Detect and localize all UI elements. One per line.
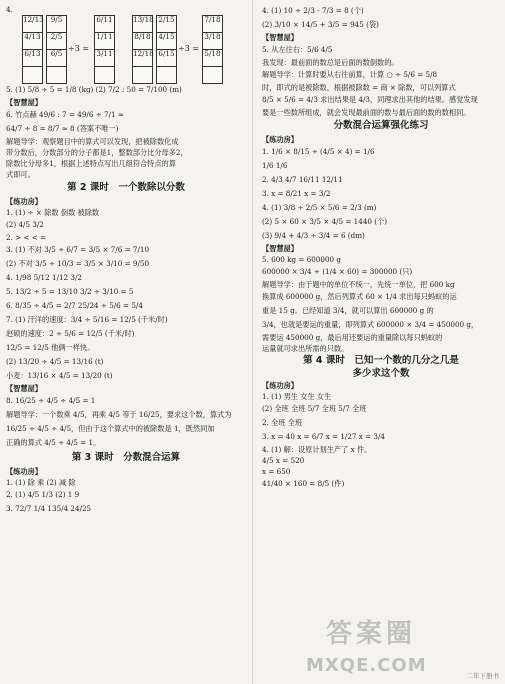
box-cell: 2/15 [157, 16, 176, 33]
divide-operator: ÷3 = [178, 44, 200, 53]
answer-line: 4. (1) 3/8 ÷ 2/5 × 5/6 = 2/3 (m) [262, 203, 377, 212]
explanation-line: 时，即式的是被除数，根据被除数 = 商 × 除数，可以列算式 [262, 83, 456, 92]
smart-room-label: 【智慧屋】 [262, 33, 298, 42]
answer-line: 600000 × 3/4 ÷ (1/4 × 60) = 300000 (只) [262, 267, 413, 276]
answer-line: 1. (1) 除 乘 (2) 减 除 [6, 478, 76, 487]
answer-line: 5. 从左往右：5/6 4/5 [262, 45, 333, 54]
lesson-4-title-line-2: 多少求这个数 [352, 368, 410, 379]
explanation-line: 解题导学：计算时要从右往前算，计算 ○ ÷ 5/6 = 5/8 [262, 70, 438, 79]
answer-line: 4. 1/98 5/12 1/12 3/2 [6, 273, 82, 282]
box-cell: 6/11 [95, 16, 114, 33]
explanation-line: 解题导学：一个数乘 4/5，再乘 4/5 等于 16/25，要求这个数，算式为 [6, 410, 232, 419]
column-divider [252, 0, 253, 684]
explanation-line: 正确的算式 4/5 ÷ 4/5 = 1。 [6, 438, 101, 447]
answer-line: 7. (1) 汗洋的速度：3/4 ÷ 5/16 = 12/5 (千米/时) [6, 315, 168, 324]
answer-line: 1. 1/6 × 8/15 ÷ (4/5 × 4) = 1/6 [262, 147, 375, 156]
box-cell: 2/5 [47, 33, 66, 50]
answer-line: 3. 72/7 1/4 135/4 24/25 [6, 504, 92, 513]
answer-line: 赵硕的速度：2 ÷ 5/6 = 12/5 (千米/时) [6, 329, 135, 338]
answer-line: 4. (1) 解：设原计划生产了 x 件。 [262, 445, 372, 454]
answer-line: (2) 5 × 60 × 3/5 × 4/5 = 1440 (个) [262, 217, 388, 226]
answer-line: 3. (1) 不对 3/5 ÷ 6/7 = 3/5 × 7/6 = 7/10 [6, 245, 150, 254]
box-cell [203, 67, 222, 83]
box-cell: 6/15 [157, 50, 176, 67]
box-cell: 4/15 [157, 33, 176, 50]
smart-room-label: 【智慧屋】 [262, 244, 298, 253]
answer-line: 1. (1) 男生 女生 女生 [262, 392, 332, 401]
box-cell: 7/18 [203, 16, 222, 33]
explanation-line: 除数比分母多1，根据上述特点写出几组符合特点的算 [6, 159, 176, 168]
answer-line: 3. x = 40 x = 6/7 x = 1/27 x = 3/4 [262, 432, 385, 441]
answer-line: 4/5 x = 520 [262, 456, 305, 465]
question-5: 5. (1) 5/8 ÷ 5 = 1/8 (kg) (2) 7/2 : 50 = 7/100 (m) [6, 85, 182, 94]
question-6-line-2: 64/7 ÷ 8 = 8/7 ≈ 8 (答案不唯一) [6, 124, 119, 133]
lesson-2-title: 第 2 课时 一个数除以分数 [67, 182, 185, 193]
explanation-line: 运量就可求出所需的只数。 [262, 344, 349, 353]
box-cell: 12/18 [133, 50, 152, 67]
answer-line: 12/5 = 12/5 他俩一样快。 [6, 343, 95, 352]
box-cell: 1/11 [95, 33, 114, 50]
box-cell [133, 67, 152, 83]
answer-line: 8. 16/25 ÷ 4/5 ÷ 4/5 = 1 [6, 396, 96, 405]
watermark-logo [286, 615, 496, 679]
answer-line: 41/40 × 160 = 8/5 (件) [262, 479, 345, 488]
answer-line: x = 650 [262, 467, 291, 476]
strengthen-practice-title: 分数混合运算强化练习 [333, 120, 429, 131]
explanation-line: 式即可。 [6, 170, 35, 179]
question-4-number: 4. [6, 5, 13, 14]
box-cell: 6/5 [47, 50, 66, 67]
smart-room-label: 【智慧屋】 [6, 98, 42, 107]
answer-line: 1. (1) ÷ × 除数 倒数 被除数 [6, 208, 100, 217]
answer-line: (2) 13/20 ÷ 4/5 = 13/16 (t) [6, 357, 104, 366]
smart-room-label: 【智慧屋】 [6, 384, 42, 393]
explanation-line: 8/5 × 5/6 = 4/3 求出结果是 4/3，同理求出其他的结果。感觉发现 [262, 95, 478, 104]
watermark-text: 答案圈 [326, 619, 417, 649]
explanation-line: 换算成 600000 g，然后列算式 60 × 1/4 求出每只蚂蚁的运 [262, 292, 457, 301]
answer-line: 6. 8/35 ÷ 4/5 = 2/7 25/24 ÷ 5/6 = 5/4 [6, 301, 143, 310]
answer-line: 小麦：13/16 × 4/5 = 13/20 (t) [6, 371, 113, 380]
answer-line: (3) 9/4 + 4/3 ÷ 3/4 = 6 (dm) [262, 231, 365, 240]
explanation-line: 16/25 ÷ 4/5 ÷ 4/5，但由于这个算式中的被除数是 1，既然同加 [6, 424, 215, 433]
answer-line: 3. x = 8/21 x = 3/2 [262, 189, 331, 198]
answer-line: (2) 4/5 3/2 [6, 220, 44, 229]
practice-label: 【练功房】 [262, 135, 298, 144]
divide-operator: ÷3 = [68, 44, 90, 53]
answer-line: 5. 600 kg = 600000 g [262, 255, 342, 264]
answer-line: (2) 全班 全班 5/7 全班 5/7 全班 [262, 404, 367, 413]
practice-label: 【练功房】 [6, 197, 42, 206]
box-cell: 3/18 [203, 33, 222, 50]
explanation-line: 要是一些数所组成，就会发现最前面的数与最后面的数的数相同。 [262, 108, 471, 117]
page-footer: 二年下册书 [466, 672, 499, 681]
box-cell [157, 67, 176, 83]
fraction-box-6 [202, 15, 223, 84]
box-cell [23, 67, 42, 83]
answer-line: 2. 全班 全班 [262, 418, 303, 427]
explanation-line: 我发现：最前面的数总是后面的数倒数的。 [262, 58, 399, 67]
lesson-3-title: 第 3 课时 分数混合运算 [71, 452, 181, 463]
answer-line: (2) 3/10 × 14/5 + 3/5 = 945 (袋) [262, 20, 379, 29]
answer-line: 2. > < < = [6, 233, 47, 242]
box-cell: 5/18 [203, 50, 222, 67]
fraction-box-4 [132, 15, 153, 84]
explanation-line: 需要运 450000 g，最后用还要运的重量除以每只蚂蚁的 [262, 333, 443, 342]
fraction-box-5 [156, 15, 177, 84]
explanation-line: 3/4，也就是要运的重量，即列算式 600000 × 3/4 = 450000 g， [262, 320, 479, 329]
watermark-url: MXQE.COM [306, 655, 427, 676]
question-6-line-1: 6. 竹点赫 49/6 : 7 = 49/6 ÷ 7/1 ≈ [6, 110, 124, 119]
fraction-box-3 [94, 15, 115, 84]
answer-line: (2) 不对 3/5 ÷ 10/3 = 3/5 × 3/10 = 9/50 [6, 259, 150, 268]
box-cell [47, 67, 66, 83]
fraction-box-2 [46, 15, 67, 84]
box-cell: 8/18 [133, 33, 152, 50]
answer-line: 2. 4/3 4/7 16/11 12/11 [262, 175, 343, 184]
right-column [262, 4, 500, 491]
box-cell: 3/11 [95, 50, 114, 67]
box-cell [95, 67, 114, 83]
left-column [6, 4, 246, 516]
explanation-line: 解题导学：由于题中的单位不统一，先统一单位，把 600 kg [262, 280, 455, 289]
explanation-line: 带分数后，分数部分的分子都是1，整数部分比分母多2， [6, 148, 188, 157]
box-cell: 4/13 [23, 33, 42, 50]
box-cell: 12/13 [23, 16, 42, 33]
answer-line: 1/6 1/6 [262, 161, 288, 170]
box-cell: 6/13 [23, 50, 42, 67]
explanation-line: 重是 15 g。已经知道 3/4，就可以算出 600000 g 的 [262, 306, 434, 315]
lesson-4-title: 第 4 课时 已知一个数的几分之几是 [303, 355, 459, 366]
answer-line: 5. 13/2 ÷ 5 = 13/10 3/2 ÷ 3/10 = 5 [6, 287, 134, 296]
fraction-box-figure [6, 15, 246, 83]
answer-line: 4. (1) 10 ÷ 2/3 - 7/3 = 8 (个) [262, 6, 364, 15]
explanation-line: 解题导学：观察题目中的算式可以发现，把被除数化成 [6, 137, 179, 146]
answer-line: 2. (1) 4/5 1/3 (2) 1 9 [6, 490, 80, 499]
fraction-box-1 [22, 15, 43, 84]
box-cell: 9/5 [47, 16, 66, 33]
practice-label: 【练功房】 [262, 381, 298, 390]
practice-label: 【练功房】 [6, 467, 42, 476]
box-cell: 13/18 [133, 16, 152, 33]
